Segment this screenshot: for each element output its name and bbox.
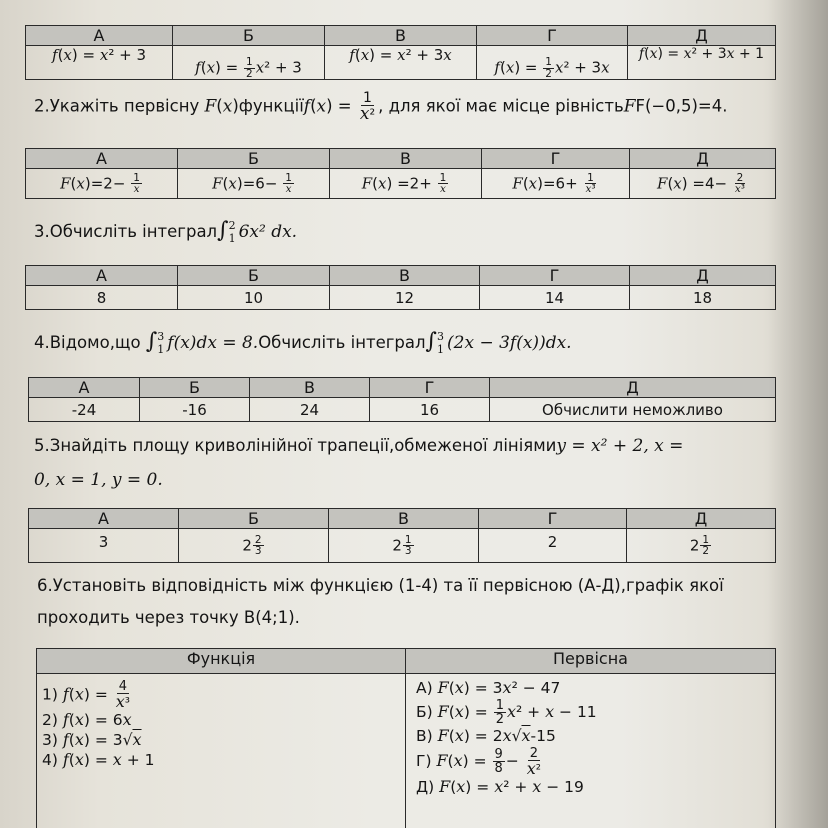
q2-option-d: F(x)=6+ $\frac{1}{\text{x³}}$ [482,169,630,199]
q6-line1: 6.Установіть відповідність між функцією (1-4) та її первісною (А-Д),графік якої [37,576,724,595]
q6-line2: проходить через точку В(4;1). [37,608,300,627]
q6-function-3: 3) f(x) = 3√x [42,730,142,749]
q3-option-c: 12 [330,286,480,310]
q5-label-d: Г [479,509,627,529]
q2-answer-table [25,148,776,199]
q5-eq1: y = x² + 2, x = [556,436,684,456]
q1-option-c: f(x) = x² + 3x [325,46,477,80]
q4-option-c: 24 [250,398,370,422]
q1-option-a: f(x) = x² + 3 [26,46,173,80]
q6-text-line2 [37,608,300,627]
q5-text-line1 [34,436,683,456]
q5-answer-table [28,508,776,563]
q5-option-b: 2 $\frac{2}{3}$ [179,529,329,563]
q3-label-c: В [330,266,480,286]
q3-label-b: Б [178,266,330,286]
q6-text-line1 [37,576,724,595]
q1-label-d: Г [477,26,628,46]
q6-function-4: 4) f(x) = x + 1 [42,750,155,769]
q2-func-word: функції [238,96,304,116]
q2-option-c: F(x) =2+ $\frac{1}{x}$ [330,169,482,199]
q4-option-d: 16 [370,398,490,422]
q6-antiderivatives-cell [406,674,776,828]
q2-option-a: F(x)=2− $\frac{1}{x}$ [26,169,178,199]
q2-option-b: F(x)=6− $\frac{1}{x}$ [178,169,330,199]
q4-label-d: Г [370,378,490,398]
q4-label-e: Д [490,378,776,398]
q1-option-b: f(x) = $\frac{1}{2}$ x² + 3 [173,46,325,80]
q1-option-e: f(x) = x² + 3x + 1 [628,46,776,80]
q6-matching-table [36,648,776,828]
q6-antiderivative-c: В) F(x) = 2x√x-15 [416,726,556,745]
q1-label-b: Б [173,26,325,46]
q5-option-d: 2 [479,529,627,563]
q5-option-e: 2 $\frac{1}{2}$ [627,529,776,563]
q4-option-e: Обчислити неможливо [490,398,776,422]
q1-answer-table [25,25,776,80]
q3-option-e: 18 [630,286,776,310]
q4-prefix: 4.Відомо,що [34,333,141,352]
q2-label-d: Г [482,149,630,169]
q1-header-row [26,26,776,46]
q6-function-2: 2) f(x) = 6x [42,710,132,729]
q3-integrand: 6x² dx. [238,222,298,242]
q3-option-d: 14 [480,286,630,310]
q5-label-e: Д [627,509,776,529]
q6-antiderivative-b: Б) F(x) = $\frac{1}{2}$ x² + x − 11 [416,698,597,727]
q5-text-line2 [34,470,163,490]
q4-label-a: А [29,378,140,398]
q3-label-d: Г [480,266,630,286]
q4-text: 4.Відомо,що ∫ 3 1 f(x)dx = 8.Обчисліть інтеграл∫ 3 1 (2x − 3f(x))dx. [34,329,572,356]
q1-label-c: В [325,26,477,46]
q2-antiderivative-symbol: F [204,96,217,117]
q4-answer-table [28,377,776,422]
q1-label-e: Д [628,26,776,46]
q4-mid: Обчисліть інтеграл [258,333,426,352]
q5-label-c: В [329,509,479,529]
q2-mid: , для якої має місце рівність [378,96,624,116]
q4-label-c: В [250,378,370,398]
q4-option-b: -16 [140,398,250,422]
q5-label-a: А [29,509,179,529]
q6-col-antiderivatives: Первісна [406,649,776,674]
q1-label-a: А [26,26,173,46]
q3-text: 3.Обчисліть інтеграл∫ 2 1 6x² dx. [34,218,298,245]
q2-option-e: F(x) =4− $\frac{2}{\text{x³}}$ [630,169,776,199]
integral-sign: ∫ [145,329,158,354]
q1-option-d: f(x) = $\frac{1}{2}$ x² + 3x [477,46,628,80]
q5-option-c: 2 $\frac{1}{3}$ [329,529,479,563]
integral-sign: ∫ [425,329,438,354]
q2-label-e: Д [630,149,776,169]
q6-antiderivative-a: А) F(x) = 3x² − 47 [416,678,561,697]
q3-label-a: А [26,266,178,286]
q5-line2: 0, x = 1, y = 0. [34,470,163,490]
q6-functions-cell [37,674,406,828]
q6-antiderivative-e: Д) F(x) = x² + x − 19 [416,776,584,796]
q2-condition: F(−0,5)=4. [635,96,728,116]
q3-prefix: 3.Обчисліть інтеграл [34,222,218,241]
q2-text: 2.Укажіть первісну F(x)функціїf(x) = $\frac{1}{\text{x²}}$ , для якої має місце рівністьFF(−0,5)=4. [34,90,728,124]
q6-antiderivative-d: Г) F(x) = $\frac{9}{8}$ − $\frac{2}{\text{x²}}$ [416,745,541,778]
q2-label-a: А [26,149,178,169]
q2-label-c: В [330,149,482,169]
q3-answer-table [25,265,776,310]
q3-option-b: 10 [178,286,330,310]
q2-label-b: Б [178,149,330,169]
q3-option-a: 8 [26,286,178,310]
q4-option-a: -24 [29,398,140,422]
integral-sign: ∫ [217,218,229,243]
q6-function-1: 1) f(x) = $\frac{4}{\text{x³}}$ [42,679,130,711]
q4-label-b: Б [140,378,250,398]
q6-col-functions: Функція [37,649,406,674]
q5-line1: 5.Знайдіть площу криволінійної трапеції,обмеженої лініями [34,436,557,455]
q4-given: f(x)dx = 8. [167,333,259,353]
q5-option-a: 3 [29,529,179,563]
q4-integrand: (2x − 3f(x))dx. [447,333,572,353]
q2-prefix: 2.Укажіть первісну [34,96,205,116]
q3-label-e: Д [630,266,776,286]
q5-label-b: Б [179,509,329,529]
